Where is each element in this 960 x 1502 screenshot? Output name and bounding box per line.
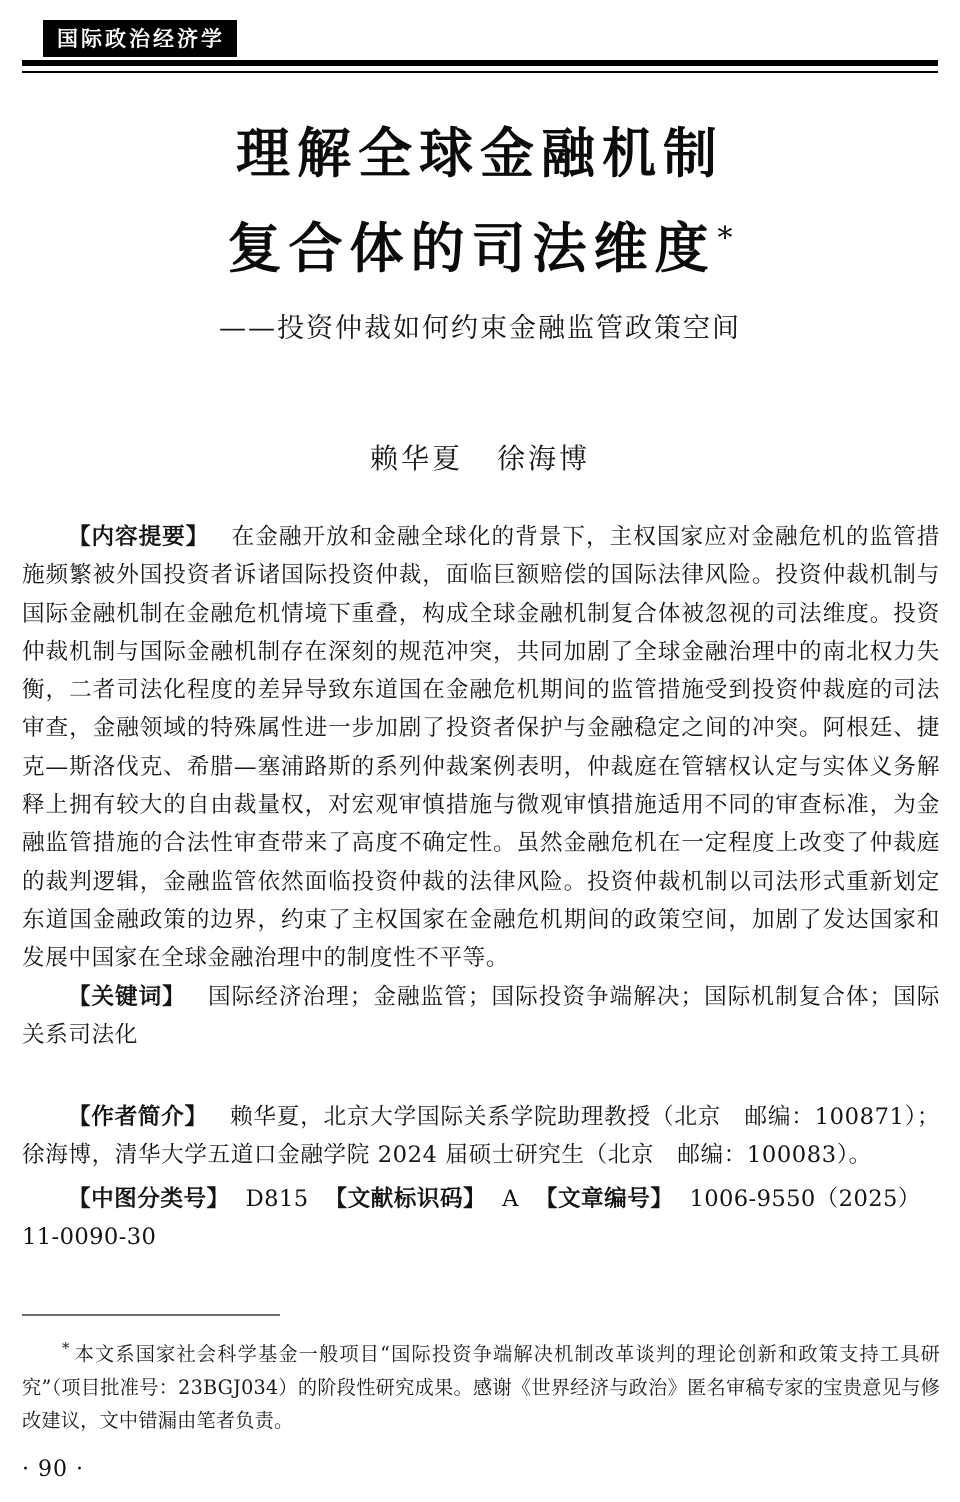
author-name-2: 徐海博 [497, 442, 591, 475]
page-number: · 90 · [22, 1457, 84, 1482]
author-name-1: 赖华夏 [369, 442, 463, 475]
classification-paragraph [22, 1180, 940, 1257]
abstract-text: 在金融开放和金融全球化的背景下，主权国家应对金融危机的监管措施频繁被外国投资者诉诸国际投资仲裁，面临巨额赔偿的国际法律风险。投资仲裁机制与国际金融机制在金融危机情境下重叠，构成全球金融机制复合体被忽视的司法维度。投资仲裁机制与国际金融机制存在深刻的规范冲突，共同加剧了全球金融治理中的南北权力失衡，二者司法化程度的差异导致东道国在金融危机期间的监管措施受到投资仲裁庭的司法审查，金融领域的特殊属性进一步加剧了投资者保护与金融稳定之间的冲突。阿根廷、捷克—斯洛伐克、希腊—塞浦路斯的系列仲裁案例表明，仲裁庭在管辖权认定与实体义务解释上拥有较大的自由裁量权，对宏观审慎措施与微观审慎措施适用不同的审查标准，为金融监管措施的合法性审查带来了高度不确定性。虽然金融危机在一定程度上改变了仲裁庭的裁判逻辑，金融监管依然面临投资仲裁的法律风险。投资仲裁机制以司法形式重新划定东道国金融政策的边界，约束了主权国家在金融危机期间的政策空间，加剧了发达国家和发展中国家在全球金融治理中的制度性不平等。 [22, 524, 941, 972]
author-bio-block [22, 1098, 940, 1175]
clc-value: D815 [245, 1186, 309, 1212]
author-bio-label: 【作者简介】 [68, 1104, 208, 1130]
article-id-value: 1006-9550（2025）11-0090-30 [22, 1186, 921, 1251]
classification-block [22, 1180, 940, 1257]
page-title-line-2-wrapper [22, 196, 938, 291]
footnote-paragraph [22, 1332, 940, 1438]
header-rule-thin [22, 71, 938, 73]
page-title-line-1: 理解全球金融机制 [236, 121, 724, 185]
running-head [0, 0, 960, 84]
clc-label: 【中图分类号】 [68, 1186, 230, 1212]
author-bio-paragraph [22, 1098, 940, 1175]
footnote-separator [22, 1314, 280, 1316]
keywords-paragraph [22, 978, 940, 1055]
doc-code-label: 【文献标识码】 [324, 1186, 487, 1212]
title-footnote-marker: * [717, 221, 733, 256]
author-byline [22, 437, 938, 481]
keywords-text: 国际经济治理；金融监管；国际投资争端解决；国际机制复合体；国际关系司法化 [22, 983, 940, 1048]
abstract-label: 【内容提要】 [68, 524, 210, 550]
doc-code-value: A [502, 1186, 519, 1212]
abstract-and-keywords [22, 518, 940, 1054]
footnote-marker: * [62, 1339, 70, 1357]
section-label: 国际政治经济学 [43, 20, 237, 57]
header-rule-thick [22, 60, 938, 66]
author-bio-text: 赖华夏，北京大学国际关系学院助理教授（北京 邮编：100871）；徐海博，清华大学五道口金融学院 2024 届硕士研究生（北京 邮编：100083）。 [22, 1104, 941, 1169]
page-title-line-2: 复合体的司法维度 [227, 216, 716, 280]
article-id-label: 【文章编号】 [534, 1186, 674, 1212]
footnote-block [22, 1332, 940, 1438]
page-subtitle: ——投资仲裁如何约束金融监管政策空间 [219, 313, 741, 344]
abstract-paragraph [22, 518, 940, 978]
footnote-text: 本文系国家社会科学基金一般项目“国际投资争端解决机制改革谈判的理论创新和政策支持工具研究”（项目批准号：23BGJ034）的阶段性研究成果。感谢《世界经济与政治》匿名审稿专家的宝贵意见与修改建议，文中错漏由笔者负责。 [22, 1342, 940, 1433]
title-block [22, 110, 938, 349]
keywords-label: 【关键词】 [68, 983, 186, 1010]
